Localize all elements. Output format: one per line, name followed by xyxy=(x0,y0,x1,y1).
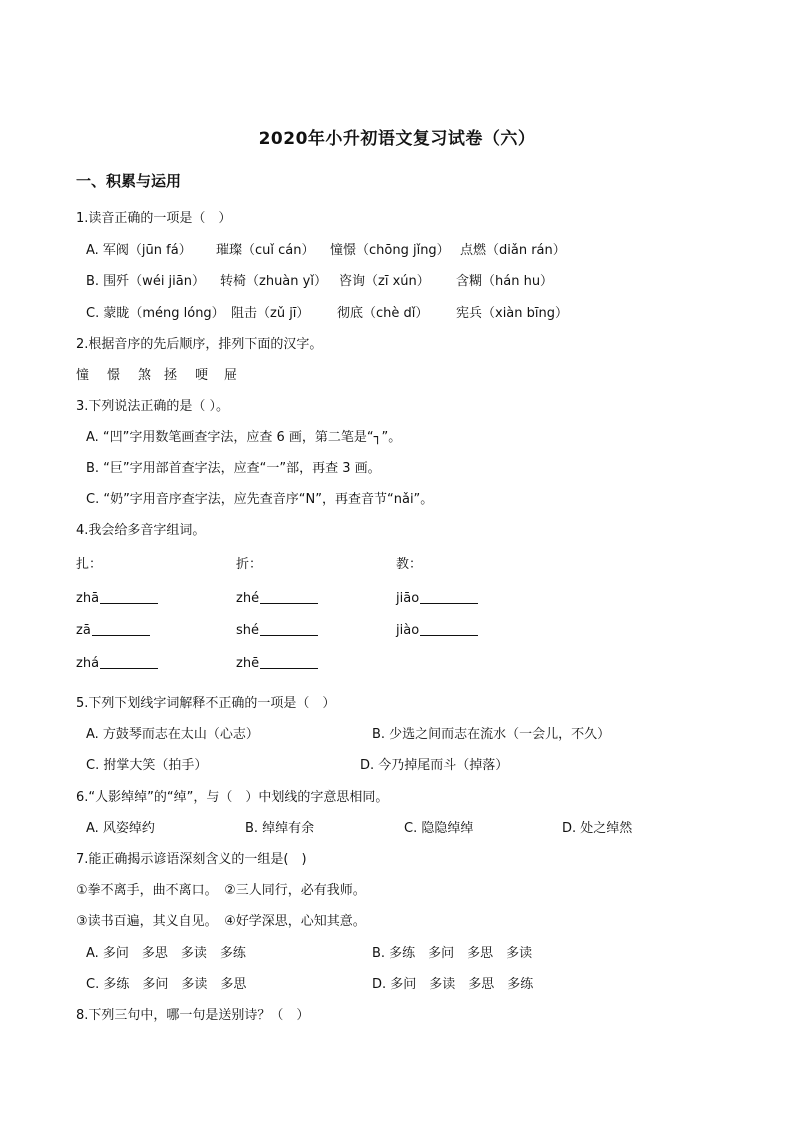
option-c-word-3: 彻底（chè dǐ） xyxy=(337,306,429,321)
question-2-stem: 2.根据音序的先后顺序，排列下面的汉字。 xyxy=(76,337,323,352)
fill-blank-row xyxy=(396,590,478,608)
question-7-option-d: D. 多问 多读 多思 多练 xyxy=(372,977,534,992)
answer-blank[interactable] xyxy=(100,656,158,669)
question-6-option-c: C. 隐隐绰绰 xyxy=(404,821,474,836)
option-b-word-1: B. 围歼（wéi jiān） xyxy=(86,274,205,289)
question-3-option-a: A. “凹”字用数笔画查字法，应查 6 画，第二笔是“┐”。 xyxy=(86,430,402,445)
char-4: 拯 xyxy=(164,368,178,383)
fill-blank-row xyxy=(76,622,150,640)
question-6-option-b: B. 绰绰有余 xyxy=(245,821,315,836)
answer-blank[interactable] xyxy=(420,623,478,636)
pinyin-label: shé xyxy=(236,623,260,638)
option-a-word-4: 点燃（diǎn rán） xyxy=(460,243,566,258)
pinyin-label: zhé xyxy=(236,591,260,606)
option-a-word-1: A. 军阀（jūn fá） xyxy=(86,243,192,258)
option-c-word-2: 阻击（zǔ jī） xyxy=(231,306,310,321)
question-7-option-b: B. 多练 多问 多思 多读 xyxy=(372,946,533,961)
pinyin-label: jiāo xyxy=(396,591,420,606)
pinyin-label: zā xyxy=(76,623,91,638)
question-6-stem: 6.“人影绰绰”的“绰”，与（ ）中划线的字意思相同。 xyxy=(76,790,389,805)
question-5-option-c: C. 拊掌大笑（拍手） xyxy=(86,758,208,773)
option-b-word-2: 转椅（zhuàn yǐ） xyxy=(220,274,327,289)
question-6-option-a: A. 风姿绰约 xyxy=(86,821,155,836)
question-4-stem: 4.我会给多音字组词。 xyxy=(76,523,206,538)
char-1: 憧 xyxy=(76,368,90,383)
pinyin-label: jiào xyxy=(396,623,420,638)
char-3: 煞 xyxy=(138,368,152,383)
column-1-head: 扎： xyxy=(76,557,103,572)
question-6-option-d: D. 处之绰然 xyxy=(562,821,633,836)
proverb-line-2: ③读书百遍，其义自见。 ④好学深思，心知其意。 xyxy=(76,914,366,929)
fill-blank-row xyxy=(396,622,478,640)
fill-blank-row xyxy=(236,622,318,640)
question-3-option-b: B. “巨”字用部首查字法，应查“一”部，再查 3 画。 xyxy=(86,461,381,476)
question-7-stem: 7.能正确揭示谚语深刻含义的一组是( ) xyxy=(76,852,307,867)
page-title: 2020年小升初语文复习试卷（六） xyxy=(258,129,536,149)
fill-blank-row xyxy=(236,590,318,608)
proverb-line-1: ①拳不离手，曲不离口。 ②三人同行，必有我师。 xyxy=(76,883,366,898)
option-a-word-3: 憧憬（chōng jǐng） xyxy=(330,243,450,258)
question-3-option-c: C. “奶”字用音序查字法，应先查音序“N”，再查音节“nǎi”。 xyxy=(86,492,434,507)
answer-blank[interactable] xyxy=(100,591,158,604)
answer-blank[interactable] xyxy=(260,623,318,636)
question-5-stem: 5.下列下划线字词解释不正确的一项是（ ） xyxy=(76,696,336,711)
char-5: 哽 xyxy=(195,368,209,383)
question-7-option-a: A. 多问 多思 多读 多练 xyxy=(86,946,246,961)
answer-blank[interactable] xyxy=(260,591,318,604)
question-3-stem: 3.下列说法正确的是（ ）。 xyxy=(76,399,230,414)
column-2-head: 折： xyxy=(236,557,263,572)
option-b-word-4: 含糊（hán hu） xyxy=(456,274,554,289)
question-5-option-b: B. 少选之间而志在流水（一会儿，不久） xyxy=(372,727,611,742)
pinyin-label: zhē xyxy=(236,656,260,671)
char-6: 屉 xyxy=(224,368,238,383)
option-c-word-1: C. 蒙眬（méng lóng） xyxy=(86,306,225,321)
answer-blank[interactable] xyxy=(92,623,150,636)
question-7-option-c: C. 多练 多问 多读 多思 xyxy=(86,977,247,992)
question-1-stem: 1.读音正确的一项是（ ） xyxy=(76,211,232,226)
char-2: 憬 xyxy=(107,368,121,383)
question-5-option-d: D. 今乃掉尾而斗（掉落） xyxy=(360,758,509,773)
fill-blank-row xyxy=(76,655,158,673)
column-3-head: 教： xyxy=(396,557,423,572)
question-5-option-a: A. 方鼓琴而志在太山（心志） xyxy=(86,727,259,742)
option-b-word-3: 咨询（zī xún） xyxy=(339,274,430,289)
question-8-stem: 8.下列三句中，哪一句是送别诗？（ ） xyxy=(76,1008,310,1023)
section-heading: 一、积累与运用 xyxy=(76,172,182,190)
pinyin-label: zhā xyxy=(76,591,100,606)
option-a-word-2: 璀璨（cuǐ cán） xyxy=(216,243,315,258)
fill-blank-row xyxy=(236,655,318,673)
option-c-word-4: 宪兵（xiàn bīng） xyxy=(456,306,568,321)
answer-blank[interactable] xyxy=(420,591,478,604)
fill-blank-row xyxy=(76,590,158,608)
pinyin-label: zhá xyxy=(76,656,100,671)
answer-blank[interactable] xyxy=(260,656,318,669)
